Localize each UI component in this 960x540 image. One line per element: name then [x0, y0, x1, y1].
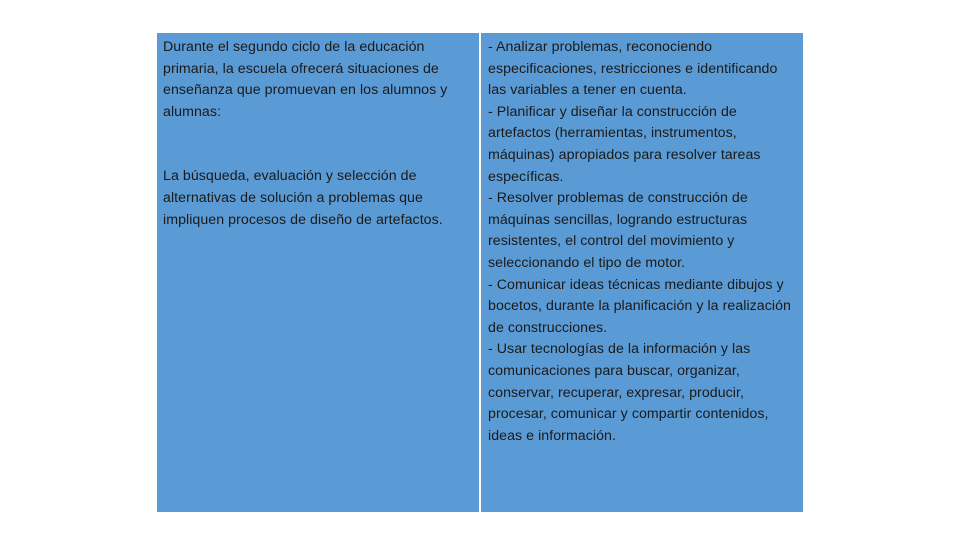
objective-item-3: - Resolver problemas de construcción de máquinas sencillas, logrando estructuras resistentes, el control del movimiento y seleccionando el tipo de motor.	[488, 190, 748, 271]
content-text: La búsqueda, evaluación y selección de alternativas de solución a problemas que impliquen procesos de diseño de artefactos.	[163, 168, 443, 228]
paragraph-gap	[163, 123, 475, 166]
objective-item-2: - Planificar y diseñar la construcción de artefactos (herramientas, instrumentos, máquinas) apropiados para resolver tareas específicas.	[488, 103, 761, 185]
content-table	[157, 33, 803, 512]
objective-item-5: - Usar tecnologías de la información y las comunicaciones para buscar, organizar, conservar, recuperar, expresar, producir, procesar, comunicar y compartir contenidos, ideas e información.	[488, 341, 769, 444]
intro-text: Durante el segundo ciclo de la educación primaria, la escuela ofrecerá situaciones de enseñanza que promuevan en los alumnos y alumnas:	[163, 39, 448, 120]
left-cell	[157, 33, 479, 512]
right-cell	[481, 33, 803, 512]
objective-item-1: - Analizar problemas, reconociendo especificaciones, restricciones e identificando las variables a tener en cuenta.	[488, 39, 778, 99]
objective-item-4: - Comunicar ideas técnicas mediante dibujos y bocetos, durante la planificación y la realización de construcciones.	[488, 276, 791, 336]
